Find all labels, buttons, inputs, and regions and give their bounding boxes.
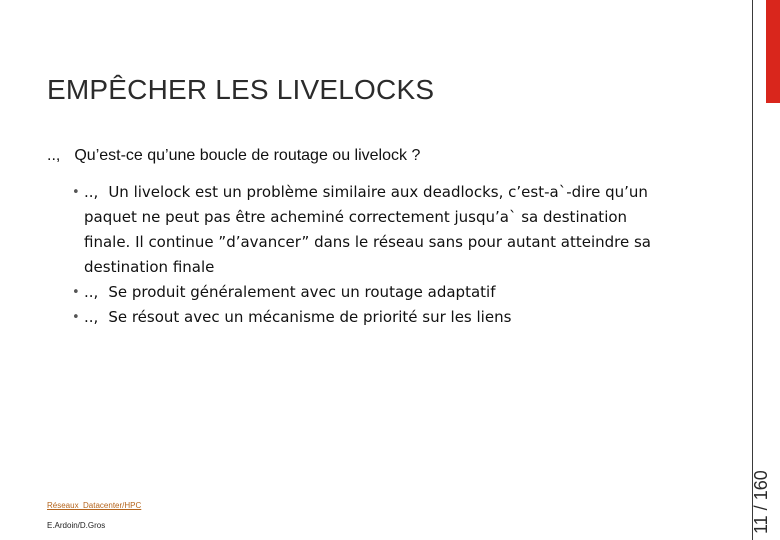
- bullet-text: Un livelock est un problème similaire aux deadlocks, c’est-a`-dire qu’un paquet ne peut pas être acheminé correctement jusqu’a` sa destination finale. Il continue ”d’avancer” dans le réseau sans pour autant atteindre sa destination finale: [84, 183, 651, 276]
- bullet-marker: ..,: [84, 283, 99, 301]
- footer-author: E.Ardoin/D.Gros: [47, 521, 106, 530]
- accent-bar: [766, 0, 780, 103]
- question-text: Qu’est-ce qu’une boucle de routage ou livelock ?: [74, 147, 421, 164]
- bullet-dot-icon: •: [72, 185, 80, 200]
- bullet-marker: ..,: [84, 308, 99, 326]
- page-number-container: [748, 424, 776, 534]
- question-marker: ..,: [47, 147, 61, 164]
- bullet-marker: ..,: [84, 183, 99, 201]
- bullet-dot-icon: •: [72, 285, 80, 300]
- footer-course-link[interactable]: Réseaux_Datacenter/HPC: [47, 501, 142, 510]
- slide-title: EMPÊCHER LES LIVELOCKS: [47, 74, 435, 105]
- bullet-item: [72, 280, 672, 305]
- question-line: [47, 147, 420, 165]
- bullet-item: [72, 305, 672, 330]
- page-number: 11 / 160: [751, 470, 771, 534]
- bullet-dot-icon: •: [72, 310, 80, 325]
- bullet-text: Se résout avec un mécanisme de priorité sur les liens: [108, 308, 512, 326]
- bullet-list: [72, 180, 672, 330]
- bullet-item: [72, 180, 672, 280]
- bullet-text: Se produit généralement avec un routage adaptatif: [108, 283, 496, 301]
